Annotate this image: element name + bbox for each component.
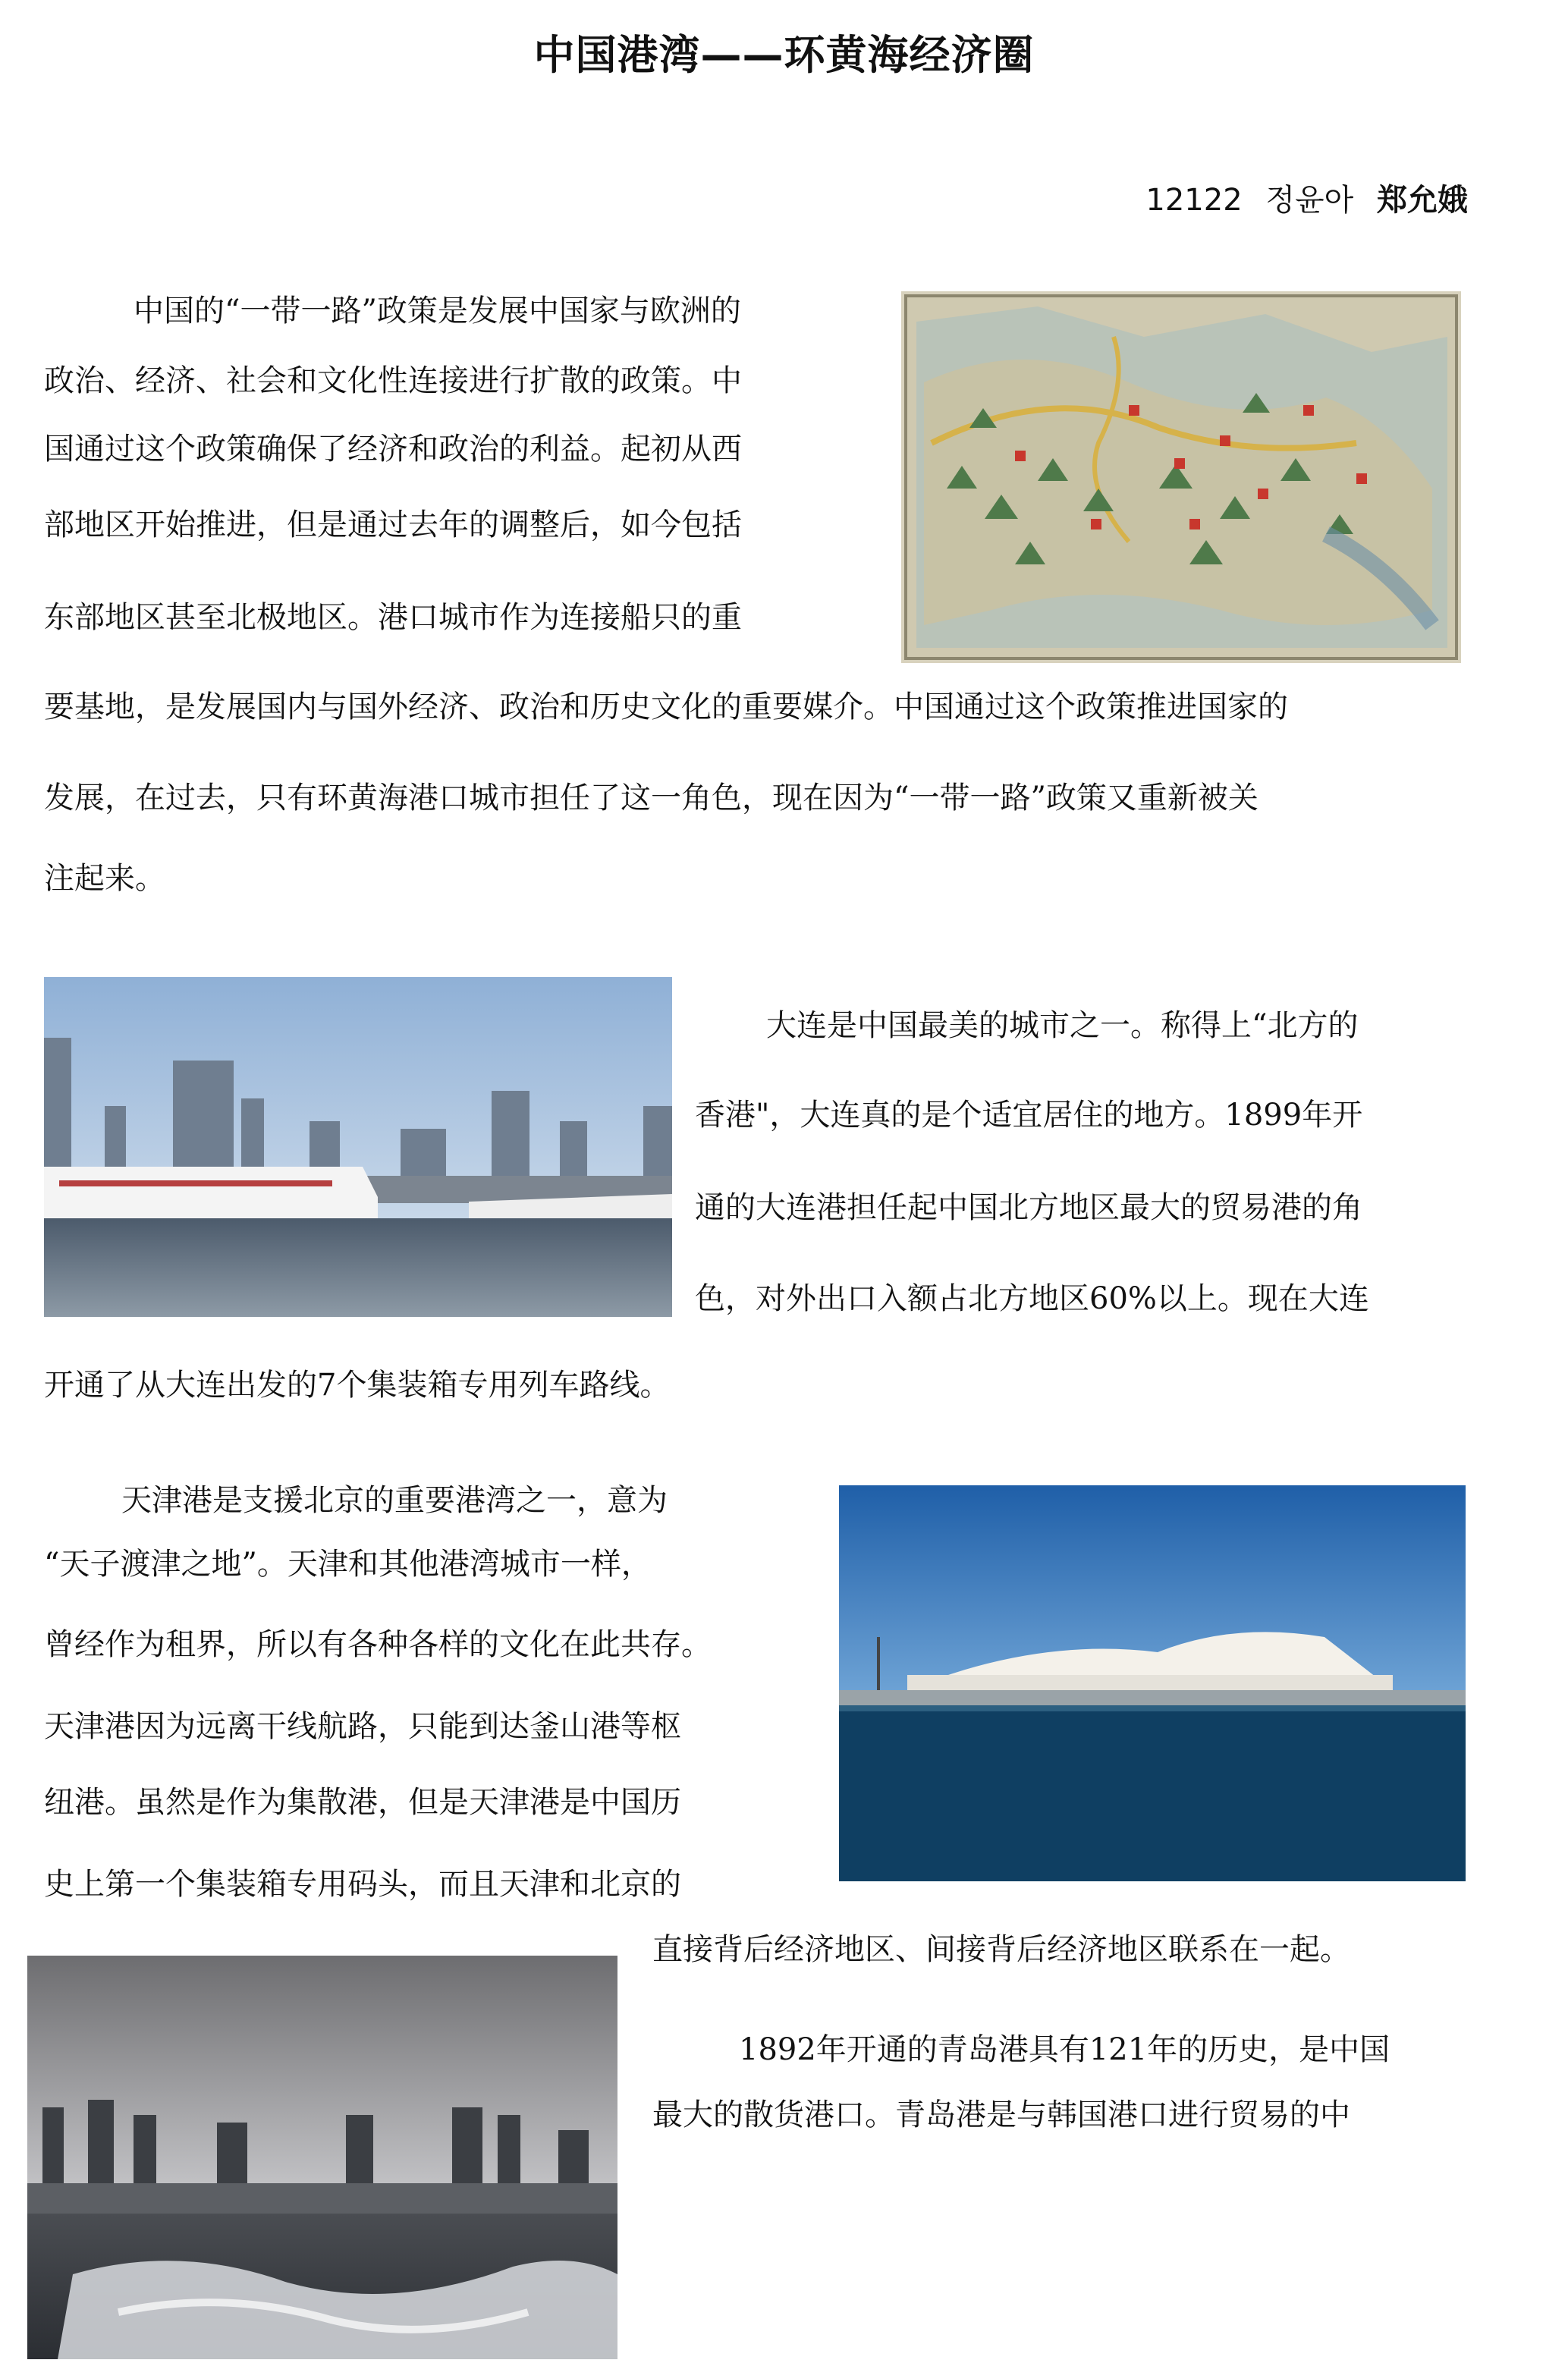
text-line: 要基地，是发展国内与国外经济、政治和历史文化的重要媒介。中国通过这个政策推进国家的 [44, 690, 1288, 724]
author-name-korean: 정윤아 [1265, 183, 1354, 218]
text-line: 史上第一个集装箱专用码头，而且天津和北京的 [44, 1867, 681, 1902]
old-map-image [901, 291, 1461, 663]
text-line: 天津港因为远离干线航路，只能到达釜山港等枢 [44, 1709, 681, 1744]
text-line: 1892年开通的青岛港具有121年的历史，是中国 [739, 2032, 1390, 2067]
text-line: 中国的“一带一路”政策是发展中国家与欧洲的 [134, 294, 741, 328]
text-line: “天子渡津之地”。天津和其他港湾城市一样， [44, 1547, 652, 1582]
text-line: 通的大连港担任起中国北方地区最大的贸易港的角 [695, 1190, 1362, 1225]
tianjin-terminal-image [839, 1485, 1466, 1881]
student-id: 12122 [1145, 183, 1243, 218]
text-line: 政治、经济、社会和文化性连接进行扩散的政策。中 [44, 363, 742, 398]
text-line: 纽港。虽然是作为集散港，但是天津港是中国历 [44, 1785, 681, 1820]
text-line: 香港"，大连真的是个适宜居住的地方。1899年开 [695, 1098, 1363, 1133]
text-line: 最大的散货港口。青岛港是与韩国港口进行贸易的中 [652, 2097, 1350, 2132]
text-line: 部地区开始推进，但是通过去年的调整后，如今包括 [44, 507, 742, 542]
author-name-chinese: 郑允娥 [1377, 183, 1468, 218]
page-title: 中国港湾——环黄海经济圈 [533, 31, 1035, 79]
text-line: 开通了从大连出发的7个集装箱专用列车路线。 [44, 1368, 671, 1403]
text-line: 天津港是支援北京的重要港湾之一，意为 [121, 1483, 668, 1518]
text-line: 国通过这个政策确保了经济和政治的利益。起初从西 [44, 432, 742, 467]
text-line: 色，对外出口入额占北方地区60%以上。现在大连 [695, 1281, 1369, 1316]
text-line: 发展，在过去，只有环黄海港口城市担任了这一角色，现在因为“一带一路”政策又重新被关 [44, 781, 1258, 815]
text-line: 大连是中国最美的城市之一。称得上“北方的 [766, 1008, 1359, 1043]
author-line [1145, 176, 1468, 219]
text-line: 注起来。 [44, 861, 165, 896]
text-line: 曾经作为租界，所以有各种各样的文化在此共存。 [44, 1627, 712, 1662]
text-line: 直接背后经济地区、间接背后经济地区联系在一起。 [652, 1932, 1350, 1967]
text-line: 东部地区甚至北极地区。港口城市作为连接船只的重 [44, 600, 742, 635]
dalian-port-image [44, 977, 672, 1317]
qingdao-coast-image [27, 1956, 617, 2359]
